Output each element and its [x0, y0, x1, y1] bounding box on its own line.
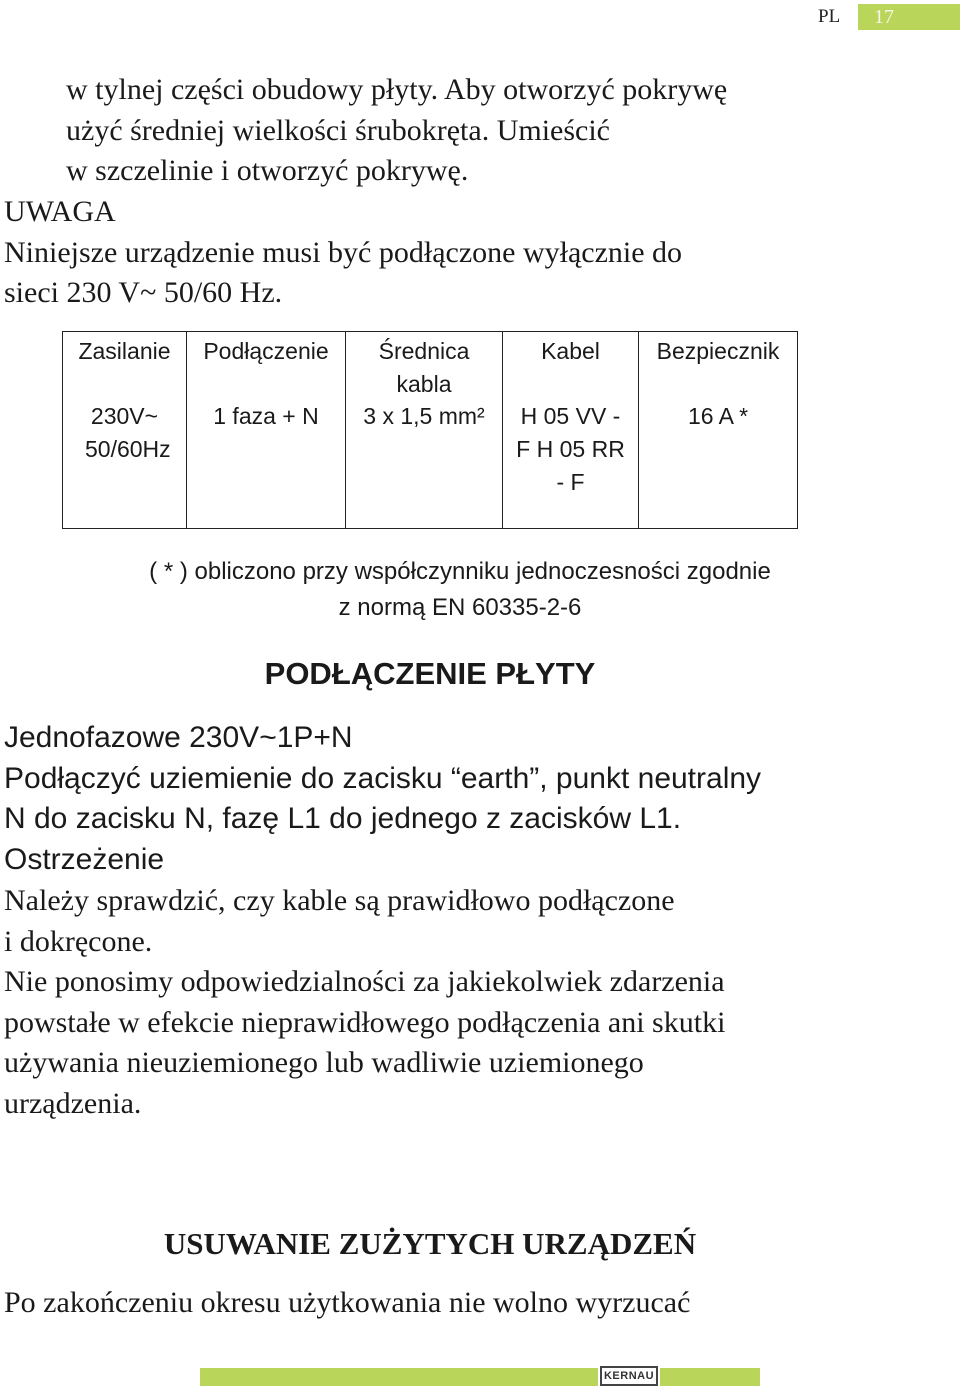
- text-line: N do zacisku N, fazę L1 do jednego z zacisków L1.: [4, 802, 682, 835]
- text-line: Jednofazowe 230V~1P+N: [4, 721, 353, 754]
- text-line: Po zakończeniu okresu użytkowania nie wolno wyrzucać: [4, 1286, 691, 1319]
- table-header: Kabel: [541, 338, 600, 364]
- text-line: i dokręcone.: [4, 924, 153, 958]
- page-number: 17: [858, 4, 960, 30]
- text-line: używania nieuziemionego lub wadliwie uziemionego: [4, 1046, 644, 1079]
- text-line: z normą EN 60335-2-6: [338, 594, 582, 621]
- text-line: w szczelinie i otworzyć pokrywę.: [66, 154, 469, 187]
- table-column: [502, 332, 638, 528]
- table-header: Bezpiecznik: [656, 338, 780, 364]
- table-column: [345, 332, 502, 528]
- text-line: Należy sprawdzić, czy kable są prawidłowo podłączone: [4, 884, 675, 917]
- text-line: ( * ) obliczono przy współczynniku jednoczesności zgodnie: [149, 558, 771, 585]
- language-label: PL: [818, 6, 841, 27]
- section-heading: USUWANIE ZUŻYTYCH URZĄDZEŃ: [163, 1226, 697, 1261]
- table-header: Zasilanie: [78, 338, 171, 364]
- intro-paragraph: [66, 70, 858, 192]
- warning-block: [4, 192, 858, 314]
- text-line: Niniejsze urządzenie musi być podłączone wyłącznie do: [4, 235, 683, 269]
- footer-accent-bar: [660, 1368, 760, 1386]
- table-footnote: [40, 554, 880, 626]
- connection-paragraph: [4, 718, 858, 880]
- text-line: Podłączyć uziemienie do zacisku “earth”, punkt neutralny: [4, 761, 762, 795]
- text-line: w tylnej części obudowy płyty. Aby otworzyć pokrywę: [66, 73, 728, 106]
- table-header: Podłączenie: [203, 338, 329, 364]
- liability-paragraph: [4, 881, 858, 1124]
- table-cell: 3 x 1,5 mm²: [363, 403, 485, 429]
- table-column: [638, 332, 797, 528]
- text-line: powstałe w efekcie nieprawidłowego podłączenia ani skutki: [4, 1005, 726, 1039]
- table-column: [63, 332, 186, 528]
- disposal-paragraph: [4, 1283, 858, 1324]
- text-line: sieci 230 V~ 50/60 Hz.: [4, 276, 283, 309]
- table-cell: 16 A *: [687, 403, 749, 429]
- warning-title: UWAGA: [4, 195, 116, 228]
- section-heading: PODŁĄCZENIE PŁYTY: [264, 656, 596, 691]
- table-cell: 230V~ 50/60Hz: [85, 403, 171, 462]
- brand-logo: KERNAU: [600, 1366, 658, 1386]
- text-line: urządzenia.: [4, 1086, 142, 1120]
- text-line: Nie ponosimy odpowiedzialności za jakiekolwiek zdarzenia: [4, 965, 725, 998]
- text-line: Ostrzeżenie: [4, 842, 165, 876]
- specs-table: [62, 331, 798, 529]
- table-cell: 1 faza + N: [213, 403, 319, 429]
- text-line: użyć średniej wielkości śrubokręta. Umieścić: [66, 113, 610, 147]
- table-header: Średnica kabla: [378, 338, 470, 397]
- footer-accent-bar: [200, 1368, 598, 1386]
- table-cell: H 05 VV - F H 05 RR - F: [516, 403, 625, 495]
- table-column: [186, 332, 345, 528]
